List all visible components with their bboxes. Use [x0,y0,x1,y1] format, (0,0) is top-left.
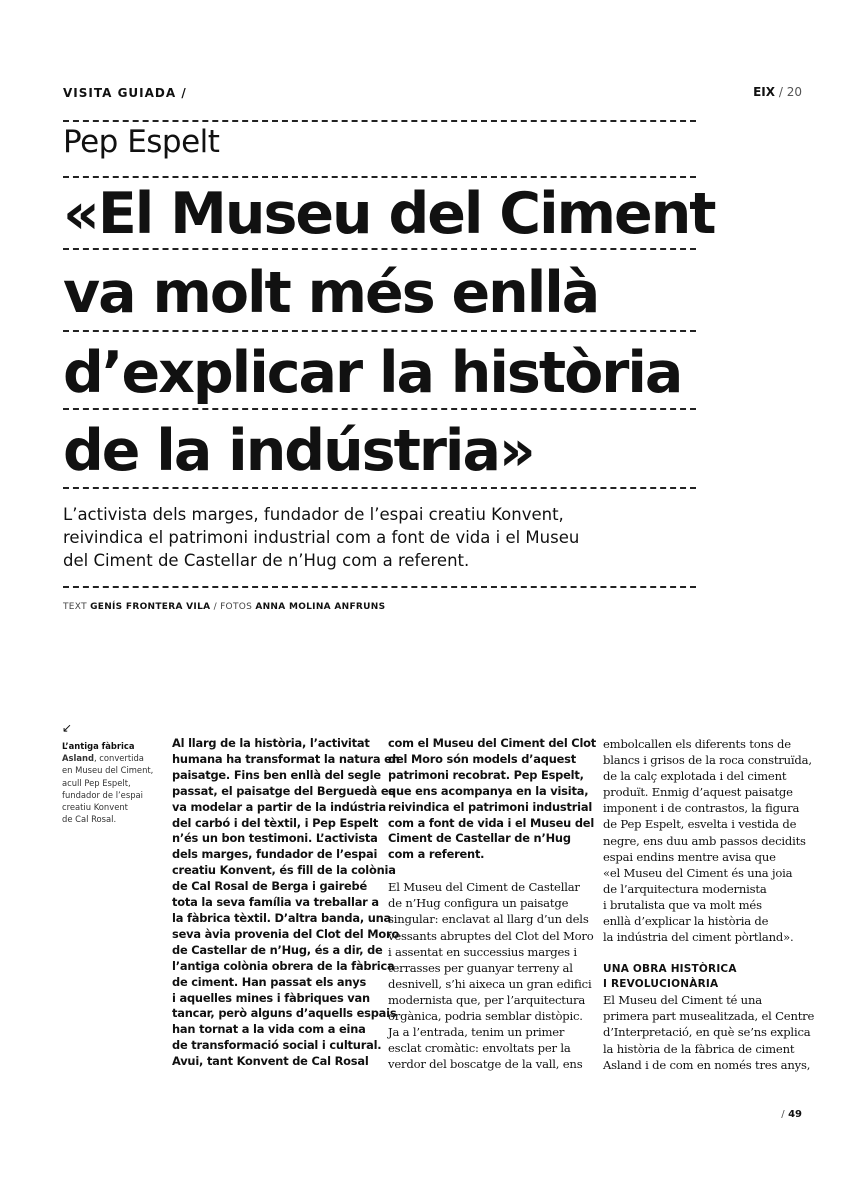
text-line: la història de la fàbrica de ciment [603,1041,795,1056]
section-label [63,86,187,100]
text-line: negre, ens duu amb passos decidits [603,833,806,848]
text-line: «el Museu del Ciment és una joia [603,865,793,880]
credits-photo-label: FOTOS [220,602,253,612]
text-line: vessants abruptes del Clot del Moro [388,928,594,943]
text-line: Avui, tant Konvent de Cal Rosal [172,1054,369,1069]
standfirst-line: L’activista dels marges, fundador de l’espai creatiu Konvent, [63,505,564,524]
text-line: Ciment de Castellar de n’Hug [388,831,571,846]
text-line: d’Interpretació, en què se’ns explica [603,1025,811,1040]
text-line: de Cal Rosal de Berga i gairebé [172,879,368,894]
text-line: de transformació social i cultural. [172,1038,382,1053]
text-line: produït. Enmig d’aquest paisatge [603,785,793,800]
credits [63,602,385,612]
body-column-3 [603,736,814,1073]
text-line: la indústria del ciment pòrtland». [603,930,794,945]
text-line: El Museu del Ciment té una [603,993,762,1008]
headline-line: va molt més enllà [63,260,599,326]
caption-line: de Cal Rosal. [62,814,117,825]
page-slash: / [781,1109,785,1120]
text-line: han tornat a la vida com a eina [172,1022,366,1037]
standfirst-line: del Ciment de Castellar de n’Hug com a referent. [63,551,470,570]
divider-rule [63,408,696,410]
text-line: va modelar a partir de la indústria [172,799,386,814]
caption-bold: Asland [62,753,94,764]
section-name: VISITA GUIADA [63,86,177,100]
credits-separator: / [213,602,217,612]
text-line: singular: enclavat al llarg d’un dels [388,912,589,927]
credits-writer: GENÍS FRONTERA VILA [90,602,211,612]
text-line: terrasses per guanyar terreny al [388,960,573,975]
text-line: de ciment. Han passat els anys [172,974,367,989]
credits-text-label: TEXT [63,602,87,612]
body-column-2 [388,736,596,1072]
text-line: seva àvia provenia del Clot del Moro [172,926,400,941]
text-line: de l’arquitectura modernista [603,881,767,896]
caption-line: en Museu del Ciment, [62,765,154,776]
subheading-line: I REVOLUCIONÀRIA [603,978,719,991]
text-line: El Museu del Ciment de Castellar [388,880,580,895]
body-paragraph [388,879,596,1072]
text-line: passat, el paisatge del Berguedà es [172,783,395,798]
caption-line: acull Pep Espelt, [62,777,131,788]
issue-number: 20 [786,85,802,99]
text-line: n’és un bon testimoni. L’activista [172,831,378,846]
section-slash: / [181,86,187,100]
text-line: la fàbrica tèxtil. D’altra banda, una [172,910,392,925]
author-name: Pep Espelt [63,124,220,160]
caption-line: Asland, convertida [62,753,144,764]
standfirst-line: reivindica el patrimoni industrial com a font de vida i el Museu [63,528,580,547]
text-line: patrimoni recobrat. Pep Espelt, [388,767,584,782]
divider-rule [63,120,696,122]
text-line: tancar, però alguns d’aquells espais [172,1006,397,1021]
text-line: humana ha transformat la natura en [172,751,400,766]
headline-line: de la indústria» [63,418,534,484]
text-line: l’antiga colònia obrera de la fàbrica [172,958,395,973]
text-line: i assentat en successius marges i [388,944,577,959]
text-line: com a font de vida i el Museu del [388,815,595,830]
headline-line: «El Museu del Ciment [63,181,715,247]
text-line: embolcallen els diferents tons de [603,737,791,751]
text-line: i aquelles mines i fàbriques van [172,990,370,1005]
issue-slash: / [778,85,783,99]
text-line: enllà d’explicar la història de [603,914,769,929]
text-line: dels marges, fundador de l’espai [172,847,378,862]
magazine-name: EIX [753,85,776,99]
text-line: de la calç explotada i del ciment [603,769,787,784]
arrow-down-left-icon: ↙ [62,721,73,735]
caption-line: fundador de l’espai [62,789,143,800]
credits-photographer: ANNA MOLINA ANFRUNS [255,602,386,612]
text-line: del Moro són models d’aquest [388,751,577,766]
text-line: Ja a l’entrada, tenim un primer [388,1025,565,1040]
divider-rule [63,487,696,489]
text-line: com el Museu del Ciment del Clot [388,736,597,750]
text-line: de Pep Espelt, esvelta i vestida de [603,817,797,832]
text-line: desnivell, s’hi aixeca un gran edifici [388,976,592,991]
photo-caption [62,740,172,825]
text-line: espai endins mentre avisa que [603,849,776,864]
divider-rule [63,176,696,178]
text-line: imponent i de contrastos, la figura [603,801,800,816]
body-column-1 [172,736,400,1070]
text-line: verdor del boscatge de la vall, ens [388,1057,583,1072]
page-number [781,1109,802,1120]
caption-line: L’antiga fàbrica [62,741,135,751]
standfirst [63,503,703,572]
text-line: blancs i grisos de la roca construïda, [603,753,812,768]
subheading-line: UNA OBRA HISTÒRICA [603,963,737,976]
text-line: modernista que, per l’arquitectura [388,992,586,1007]
text-line: orgànica, podria semblar distòpic. [388,1009,583,1023]
text-line: que ens acompanya en la visita, [388,783,589,798]
text-line: primera part musealitzada, el Centre [603,1009,815,1024]
text-line: Asland i de com en només tres anys, [603,1057,811,1072]
text-line: com a referent. [388,847,485,862]
section-subheading [603,962,814,992]
divider-rule [63,330,696,332]
text-line: creatiu Konvent, és fill de la colònia [172,863,396,878]
text-line: paisatge. Fins ben enllà del segle [172,767,381,782]
page-number-value: 49 [788,1109,802,1120]
text-line: del carbó i del tèxtil, i Pep Espelt [172,815,379,830]
divider-rule [63,248,696,250]
text-line: tota la seva família va treballar a [172,895,379,910]
divider-rule [63,586,696,588]
headline-line: d’explicar la història [63,340,682,406]
body-paragraph [603,992,814,1072]
magazine-issue [753,85,802,99]
text-line: reivindica el patrimoni industrial [388,799,593,814]
text-line: Al llarg de la història, l’activitat [172,736,370,750]
text-line: de Castellar de n’Hug, és a dir, de [172,942,383,957]
text-line: de n’Hug configura un paisatge [388,896,569,911]
caption-line: creatiu Konvent [62,802,128,813]
lead-continuation [388,736,596,863]
body-paragraph [603,736,814,945]
text-line: i brutalista que va molt més [603,897,762,912]
text-line: esclat cromàtic: envoltats per la [388,1041,571,1056]
